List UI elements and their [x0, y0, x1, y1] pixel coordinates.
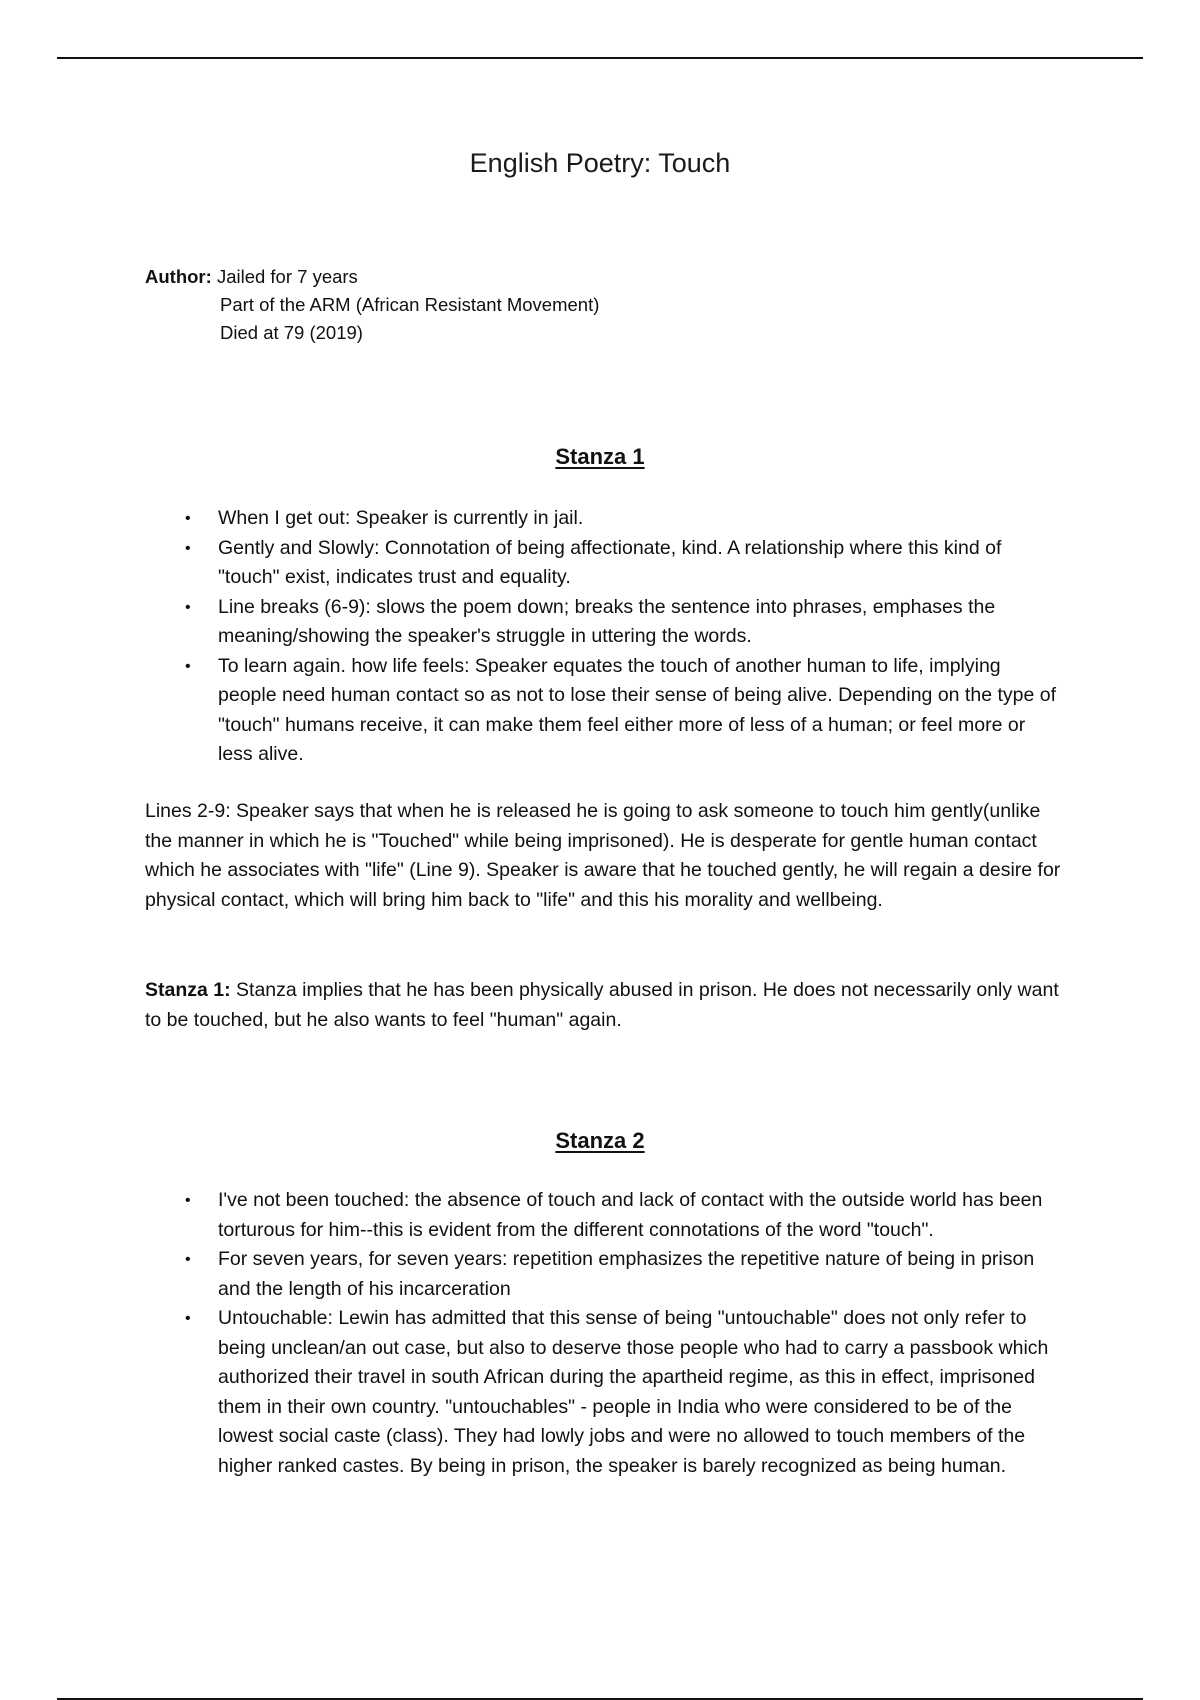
author-detail: Part of the ARM (African Resistant Movement): [220, 294, 600, 315]
stanza-2-bullet-list: [185, 1186, 1058, 1481]
bullet-icon: •: [185, 1251, 191, 1268]
list-item-text: Gently and Slowly: Connotation of being affectionate, kind. A relationship where this kind of "touch" exist, indicates trust and equality.: [218, 536, 1002, 588]
author-line-1: [145, 263, 599, 291]
list-item: [185, 1245, 1058, 1304]
list-item-text: For seven years, for seven years: repetition emphasizes the repetitive nature of being in prison and the length of his incarceration: [218, 1248, 1035, 1300]
bullet-icon: •: [185, 598, 191, 616]
list-item-text: Untouchable: Lewin has admitted that this sense of being "untouchable" does not only refer to being unclean/an out case, but also to deserve those people who had to carry a passbook which authorized their travel in south African during the apartheid regime, as this in effect, imprisoned them in their own country. "untouchables" - people in India who were considered to be of the lowest social caste (class). They had lowly jobs and were no allowed to touch members of the higher ranked castes. By being in prison, the speaker is barely recognized as being human.: [218, 1307, 1049, 1477]
bullet-icon: •: [185, 657, 191, 675]
stanza-1-bullet-list: [185, 504, 1058, 770]
list-item-text: To learn again. how life feels: Speaker equates the touch of another human to life, implying people need human contact so as not to lose their sense of being alive. Depending on the type of "touch" humans receive, it can make them feel either more of less of a human; or feel more or less alive.: [218, 654, 1056, 765]
stanza-1-summary-paragraph: [145, 976, 1065, 1035]
author-detail: Jailed for 7 years: [216, 266, 358, 287]
list-item: [185, 652, 1058, 770]
bullet-icon: •: [185, 539, 191, 557]
summary-text: Stanza implies that he has been physically abused in prison. He does not necessarily only want to be touched, but he also wants to feel "human" again.: [145, 979, 1059, 1031]
author-label: Author:: [145, 266, 212, 287]
list-item-text: Line breaks (6-9): slows the poem down; breaks the sentence into phrases, emphases the meaning/showing the speaker's struggle in uttering the words.: [218, 595, 996, 647]
lines-analysis-paragraph: Lines 2-9: Speaker says that when he is released he is going to ask someone to touch him gently(unlike the manner in which he is "Touched" while being imprisoned). He is desperate for gentle human contact which he associates with "life" (Line 9). Speaker is aware that he touched gently, he will regain a desire for physical contact, which will bring him back to "life" and this his morality and wellbeing.: [145, 800, 1061, 911]
list-item: [185, 504, 1058, 534]
author-block: [145, 263, 599, 347]
top-rule: [57, 57, 1143, 59]
list-item: [185, 1186, 1058, 1245]
page-title: English Poetry: Touch: [469, 148, 731, 178]
list-item-text: I've not been touched: the absence of touch and lack of contact with the outside world has been torturous for him--this is evident from the different connotations of the word "touch".: [218, 1189, 1043, 1241]
stanza-1-heading: Stanza 1: [555, 444, 645, 469]
bullet-icon: •: [185, 1310, 191, 1327]
list-item-text: When I get out: Speaker is currently in jail.: [218, 507, 584, 529]
list-item: [185, 1304, 1058, 1481]
bullet-icon: •: [185, 510, 191, 527]
summary-lead: Stanza 1:: [145, 979, 231, 1001]
author-detail: Died at 79 (2019): [220, 322, 363, 343]
list-item: [185, 593, 1058, 652]
stanza-2-heading: Stanza 2: [555, 1128, 645, 1153]
list-item: [185, 534, 1058, 593]
bullet-icon: •: [185, 1192, 191, 1209]
